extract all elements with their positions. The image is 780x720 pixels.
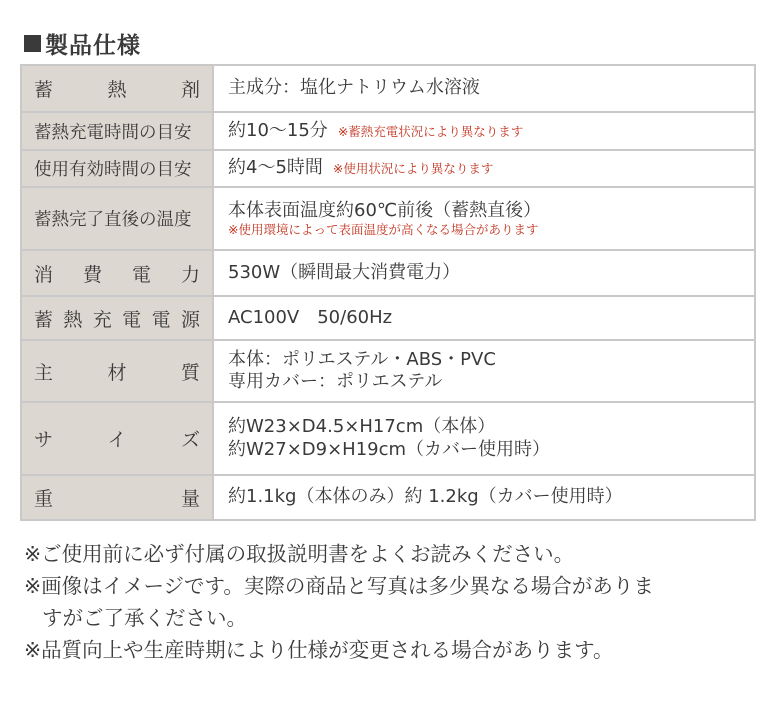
spec-label: 蓄熱完了直後の温度 xyxy=(34,210,192,230)
label-char: ズ xyxy=(180,429,200,451)
spec-value: 主成分：塩化ナトリウム水溶液 xyxy=(228,77,480,99)
table-row xyxy=(21,65,755,112)
spec-value: 本体：ポリエステル・ABS・PVC xyxy=(228,348,496,370)
spec-label: 使用有効時間の目安 xyxy=(34,160,192,180)
spec-label xyxy=(34,75,200,102)
footnote: ※画像はイメージです。実際の商品と写真は多少異なる場合がありま xyxy=(24,574,654,598)
spec-value: 約10〜15分 xyxy=(228,119,328,141)
spec-value-cell xyxy=(213,112,755,150)
spec-value: 本体表面温度約60℃前後（蓄熱直後） xyxy=(228,199,542,221)
spec-value-cell xyxy=(213,250,755,296)
label-char: 電 xyxy=(122,308,142,331)
spec-note: ※蓄熱充電状況により異なります xyxy=(337,123,524,139)
footnote: ※品質向上や生産時期により仕様が変更される場合があります。 xyxy=(24,638,614,662)
table-row xyxy=(21,340,755,402)
label-char: サ xyxy=(34,429,54,451)
spec-value-cell xyxy=(213,402,755,475)
spec-value-cell xyxy=(213,150,755,187)
spec-value: AC100V 50/60Hz xyxy=(228,306,393,328)
label-char: イ xyxy=(107,429,127,451)
label-char: 重 xyxy=(34,488,54,510)
label-char: 充 xyxy=(92,308,112,331)
table-row xyxy=(21,112,755,150)
spec-value-second-line: 約W27×D9×H19cm（カバー使用時） xyxy=(228,438,551,460)
section-title xyxy=(24,26,141,60)
spec-value-cell xyxy=(213,65,755,112)
spec-value: 約1.1kg（本体のみ）約 1.2kg（カバー使用時） xyxy=(228,486,623,508)
spec-label-cell xyxy=(21,340,213,402)
footnote-continuation: すがご了承ください。 xyxy=(42,606,247,630)
label-char: 材 xyxy=(107,361,127,384)
spec-label-cell xyxy=(21,112,213,150)
label-char: 熱 xyxy=(107,79,127,101)
spec-note: ※使用環境によって表面温度が高くなる場合があります xyxy=(228,222,539,238)
spec-value-cell xyxy=(213,187,755,250)
table-row xyxy=(21,402,755,475)
label-char: 源 xyxy=(180,308,200,331)
label-char: 量 xyxy=(180,488,200,510)
spec-label xyxy=(34,260,200,287)
spec-label xyxy=(34,358,200,385)
spec-label xyxy=(34,305,200,332)
spec-value-second-line: 専用カバー：ポリエステル xyxy=(228,371,443,392)
spec-value: 530W（瞬間最大消費電力） xyxy=(228,261,461,283)
section-title-text: 製品仕様 xyxy=(45,32,141,59)
spec-label-cell xyxy=(21,402,213,475)
table-row xyxy=(21,296,755,340)
spec-label-cell xyxy=(21,475,213,520)
spec-label-cell xyxy=(21,250,213,296)
label-char: 消 xyxy=(34,263,54,286)
spec-value: 約W23×D4.5×H17cm（本体） xyxy=(228,416,496,437)
label-char: 電 xyxy=(151,308,171,331)
table-row xyxy=(21,150,755,187)
label-char: 剤 xyxy=(180,79,200,101)
spec-value-cell xyxy=(213,340,755,402)
spec-label-cell xyxy=(21,187,213,250)
spec-note: ※使用状況により異なります xyxy=(332,161,494,177)
footnote: ※ご使用前に必ず付属の取扱説明書をよくお読みください。 xyxy=(24,542,575,566)
label-char: 力 xyxy=(180,263,200,286)
label-char: 費 xyxy=(82,263,102,286)
table-row xyxy=(21,475,755,520)
label-char: 質 xyxy=(180,361,200,384)
square-bullet-icon xyxy=(24,35,41,52)
spec-table xyxy=(20,64,756,521)
spec-label xyxy=(34,425,200,452)
table-row xyxy=(21,187,755,250)
label-char: 蓄 xyxy=(34,308,54,331)
spec-value: 約4〜5時間 xyxy=(228,157,323,179)
spec-value-cell xyxy=(213,296,755,340)
spec-label: 蓄熱充電時間の目安 xyxy=(34,122,192,143)
spec-label xyxy=(34,484,200,511)
label-char: 蓄 xyxy=(34,79,54,101)
table-row xyxy=(21,250,755,296)
spec-label-cell xyxy=(21,65,213,112)
spec-label-cell xyxy=(21,150,213,187)
label-char: 熱 xyxy=(63,308,83,331)
label-char: 主 xyxy=(34,361,54,384)
footnotes xyxy=(24,538,764,666)
spec-value-cell xyxy=(213,475,755,520)
spec-label-cell xyxy=(21,296,213,340)
label-char: 電 xyxy=(131,263,151,286)
